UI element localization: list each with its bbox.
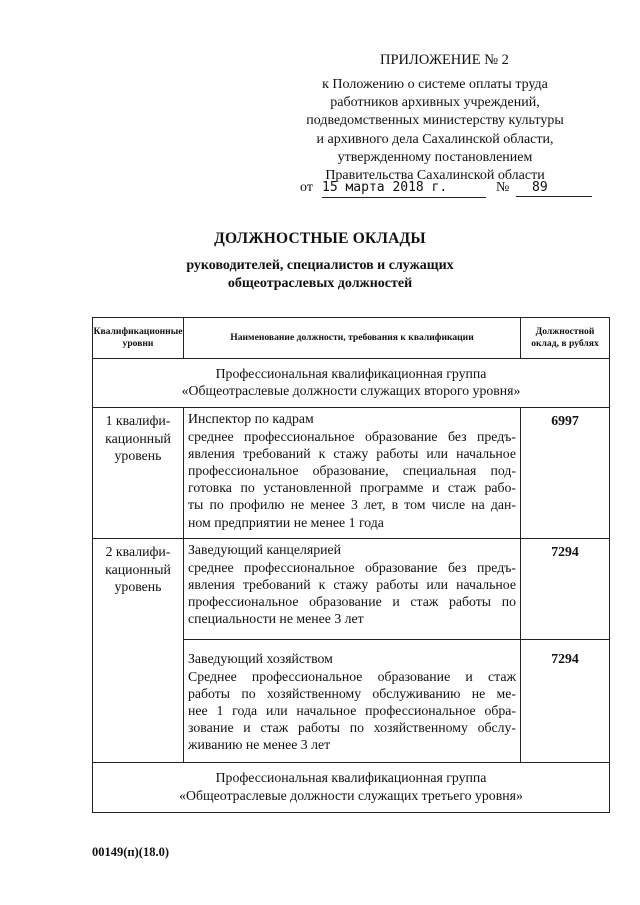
- requirement-line: среднее профессиональное образование без предъ-: [188, 428, 516, 444]
- position-cell: [184, 640, 521, 763]
- level-line: кационный: [105, 430, 171, 446]
- position-cell: [184, 408, 521, 539]
- group-row: [93, 359, 610, 408]
- annex-title: ПРИЛОЖЕНИЕ № 2: [380, 52, 509, 68]
- position-name: Заведующий хозяйством: [188, 651, 333, 667]
- position-cell: [184, 539, 521, 640]
- requirement-line: явления требований к стажу работы или начальное: [188, 576, 516, 592]
- column-header-salary: Должностной оклад, в рублях: [521, 318, 610, 359]
- column-header-position: Наименование должности, требования к квалификации: [184, 318, 521, 359]
- position-name: Инспектор по кадрам: [188, 411, 314, 427]
- salary-value: 6997: [521, 408, 610, 539]
- salary-value: 7294: [521, 539, 610, 640]
- group-line: Профессиональная квалификационная группа: [215, 366, 487, 381]
- footer-code: 00149(п)(18.0): [92, 845, 169, 859]
- requirement-line: явления требований к стажу работы или начальное: [188, 445, 516, 461]
- group-line: «Общеотраслевые должности служащих второго уровня»: [181, 383, 521, 399]
- salary-value: 7294: [521, 640, 610, 763]
- requirement-line: готовка по установленной программе и стаж рабо-: [188, 480, 516, 496]
- level-line: кационный: [105, 561, 171, 577]
- date-value: 15 марта 2018 г.: [322, 179, 486, 198]
- requirement-line: ном предприятии не менее 1 года: [188, 514, 384, 530]
- group-heading: [93, 359, 610, 408]
- number-value: 89: [516, 179, 592, 197]
- annex-date-row: [300, 180, 600, 200]
- number-prefix: №: [496, 180, 510, 195]
- level-cell: [93, 408, 184, 539]
- requirement-line: зование и стаж работы по хозяйственному обслу-: [188, 720, 516, 736]
- date-prefix: от: [300, 180, 313, 195]
- group-heading: [93, 763, 610, 812]
- subtitle-line: общеотраслевых должностей: [227, 276, 413, 291]
- requirement-line: специальности не менее 3 лет: [188, 611, 364, 627]
- column-header-levels: Квалификационные уровни: [93, 318, 184, 359]
- document-subtitle: [0, 257, 640, 293]
- group-line: Профессиональная квалификационная группа: [215, 770, 487, 786]
- requirement-line: профессиональное образование и стаж работы по: [188, 594, 516, 610]
- annex-line: работников архивных учреждений,: [330, 95, 540, 111]
- level-cell: [93, 539, 184, 763]
- level-line: 2 квалифи-: [105, 544, 171, 560]
- annex-line: и архивного дела Сахалинской области,: [316, 131, 554, 147]
- group-row: [93, 763, 610, 812]
- group-line: «Общеотраслевые должности служащих третьего уровня»: [179, 787, 523, 803]
- level-line: 1 квалифи-: [105, 413, 171, 429]
- requirement-line: профессиональное образование, специальная под-: [188, 463, 516, 479]
- table-row: [93, 408, 610, 539]
- salary-table: [92, 317, 610, 813]
- annex-line: утвержденному постановлением: [337, 149, 533, 165]
- document-title: ДОЛЖНОСТНЫЕ ОКЛАДЫ: [214, 230, 426, 247]
- requirement-line: Среднее профессиональное образование и стаж: [188, 668, 516, 684]
- table-row: [93, 539, 610, 640]
- position-name: Заведующий канцелярией: [188, 542, 342, 558]
- requirement-line: нее 1 года или начальное профессиональное обра-: [188, 703, 516, 719]
- requirement-line: работы по хозяйственному обслуживанию не ме-: [188, 685, 516, 701]
- table-header-row: [93, 318, 610, 359]
- annex-basis: [290, 76, 580, 185]
- annex-line: Правительства Сахалинской области: [325, 168, 545, 184]
- annex-line: подведомственных министерству культуры: [306, 113, 564, 129]
- level-line: уровень: [114, 578, 162, 594]
- requirement-line: ты по профилю не менее 3 лет, в том числе на дан-: [188, 497, 516, 513]
- annex-line: к Положению о системе оплаты труда: [322, 77, 548, 92]
- requirement-line: живанию не менее 3 лет: [188, 737, 331, 753]
- level-line: уровень: [114, 447, 162, 463]
- subtitle-line: руководителей, специалистов и служащих: [186, 258, 454, 273]
- requirement-line: среднее профессиональное образование без предъ-: [188, 559, 516, 575]
